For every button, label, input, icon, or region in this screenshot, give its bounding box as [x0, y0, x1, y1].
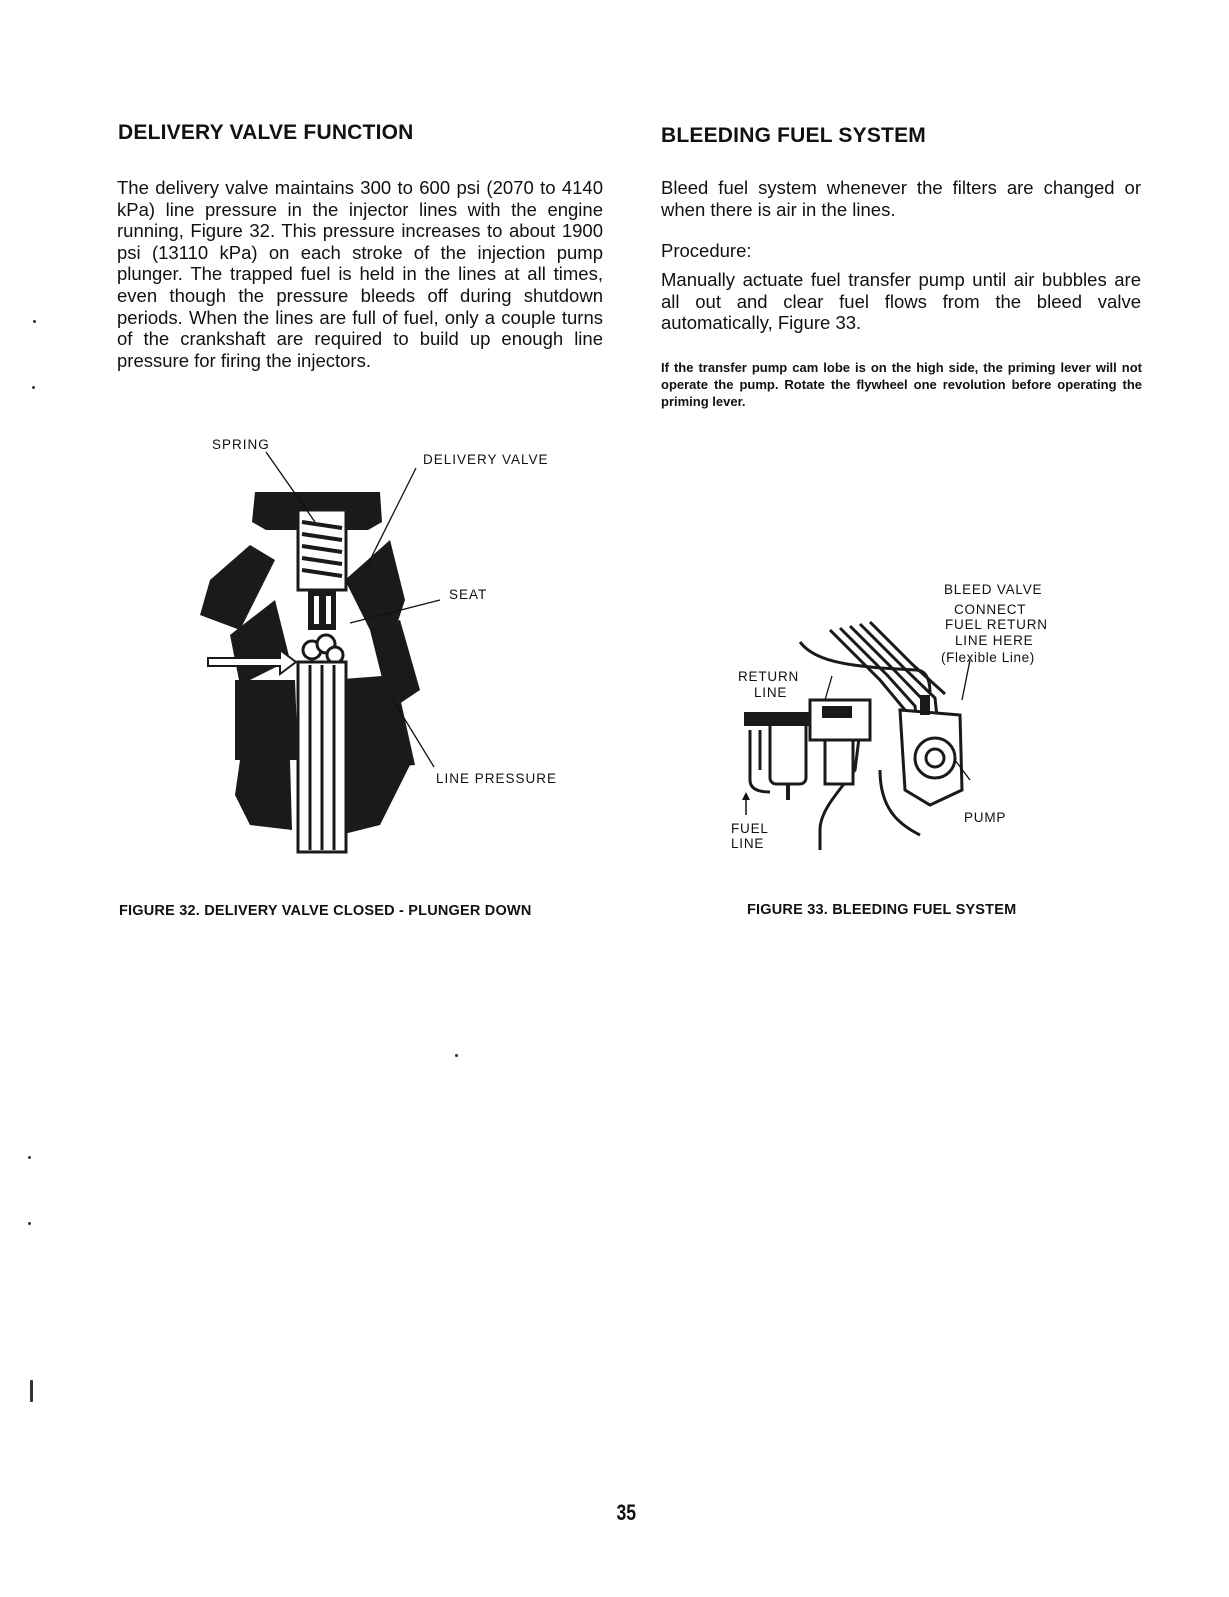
figure-32-caption: FIGURE 32. DELIVERY VALVE CLOSED - PLUNGER DOWN	[119, 903, 532, 919]
section-heading-delivery-valve: DELIVERY VALVE FUNCTION	[118, 121, 414, 144]
label-return-1: RETURN	[738, 669, 800, 684]
label-connect-4: (Flexible Line)	[941, 650, 1035, 665]
scan-mark	[30, 1380, 33, 1402]
label-bleed-valve: BLEED VALVE	[944, 582, 1043, 597]
page-number: 35	[616, 1500, 637, 1525]
label-spring: SPRING	[212, 437, 270, 452]
label-return-2: LINE	[754, 685, 788, 700]
scan-speck	[33, 320, 36, 323]
label-delivery-valve: DELIVERY VALVE	[423, 452, 549, 467]
delivery-valve-illustration	[180, 430, 600, 860]
procedure-label: Procedure:	[661, 240, 752, 261]
delivery-valve-paragraph: The delivery valve maintains 300 to 600 psi (2070 to 4140 kPa) line pressure in the injector lines with the engine running, Figure 32. This pressure increases to about 1900 psi (13110 kPa) on each stroke of the injection pump plunger. The trapped fuel is held in the lines at all times, even though the pressure bleeds off during shutdown periods. When the lines are full of fuel, only a couple turns of the crankshaft are required to build up enough line pressure for firing the injectors.	[117, 177, 603, 371]
label-connect-1: CONNECT	[954, 602, 1027, 617]
scan-speck	[28, 1156, 31, 1159]
priming-note: If the transfer pump cam lobe is on the high side, the priming lever will not operate the pump. Rotate the flywheel one revolution before operating the priming lever.	[661, 360, 1142, 409]
label-connect-2: FUEL RETURN	[945, 617, 1048, 632]
bleed-intro-paragraph: Bleed fuel system whenever the filters are changed or when there is air in the lines.	[661, 177, 1141, 220]
scan-speck	[28, 1222, 31, 1225]
label-line-pressure: LINE PRESSURE	[436, 771, 558, 786]
procedure-paragraph: Manually actuate fuel transfer pump until air bubbles are all out and clear fuel flows from the bleed valve automatically, Figure 33.	[661, 269, 1141, 334]
label-fuel-2: LINE	[731, 836, 765, 851]
section-heading-bleeding-fuel: BLEEDING FUEL SYSTEM	[661, 124, 926, 147]
scan-speck	[455, 1054, 458, 1057]
label-seat: SEAT	[449, 587, 488, 602]
scan-speck	[32, 386, 35, 389]
label-fuel-1: FUEL	[731, 821, 769, 836]
label-pump: PUMP	[964, 810, 1007, 825]
label-connect-3: LINE HERE	[955, 633, 1034, 648]
figure-33-caption: FIGURE 33. BLEEDING FUEL SYSTEM	[747, 902, 1017, 918]
